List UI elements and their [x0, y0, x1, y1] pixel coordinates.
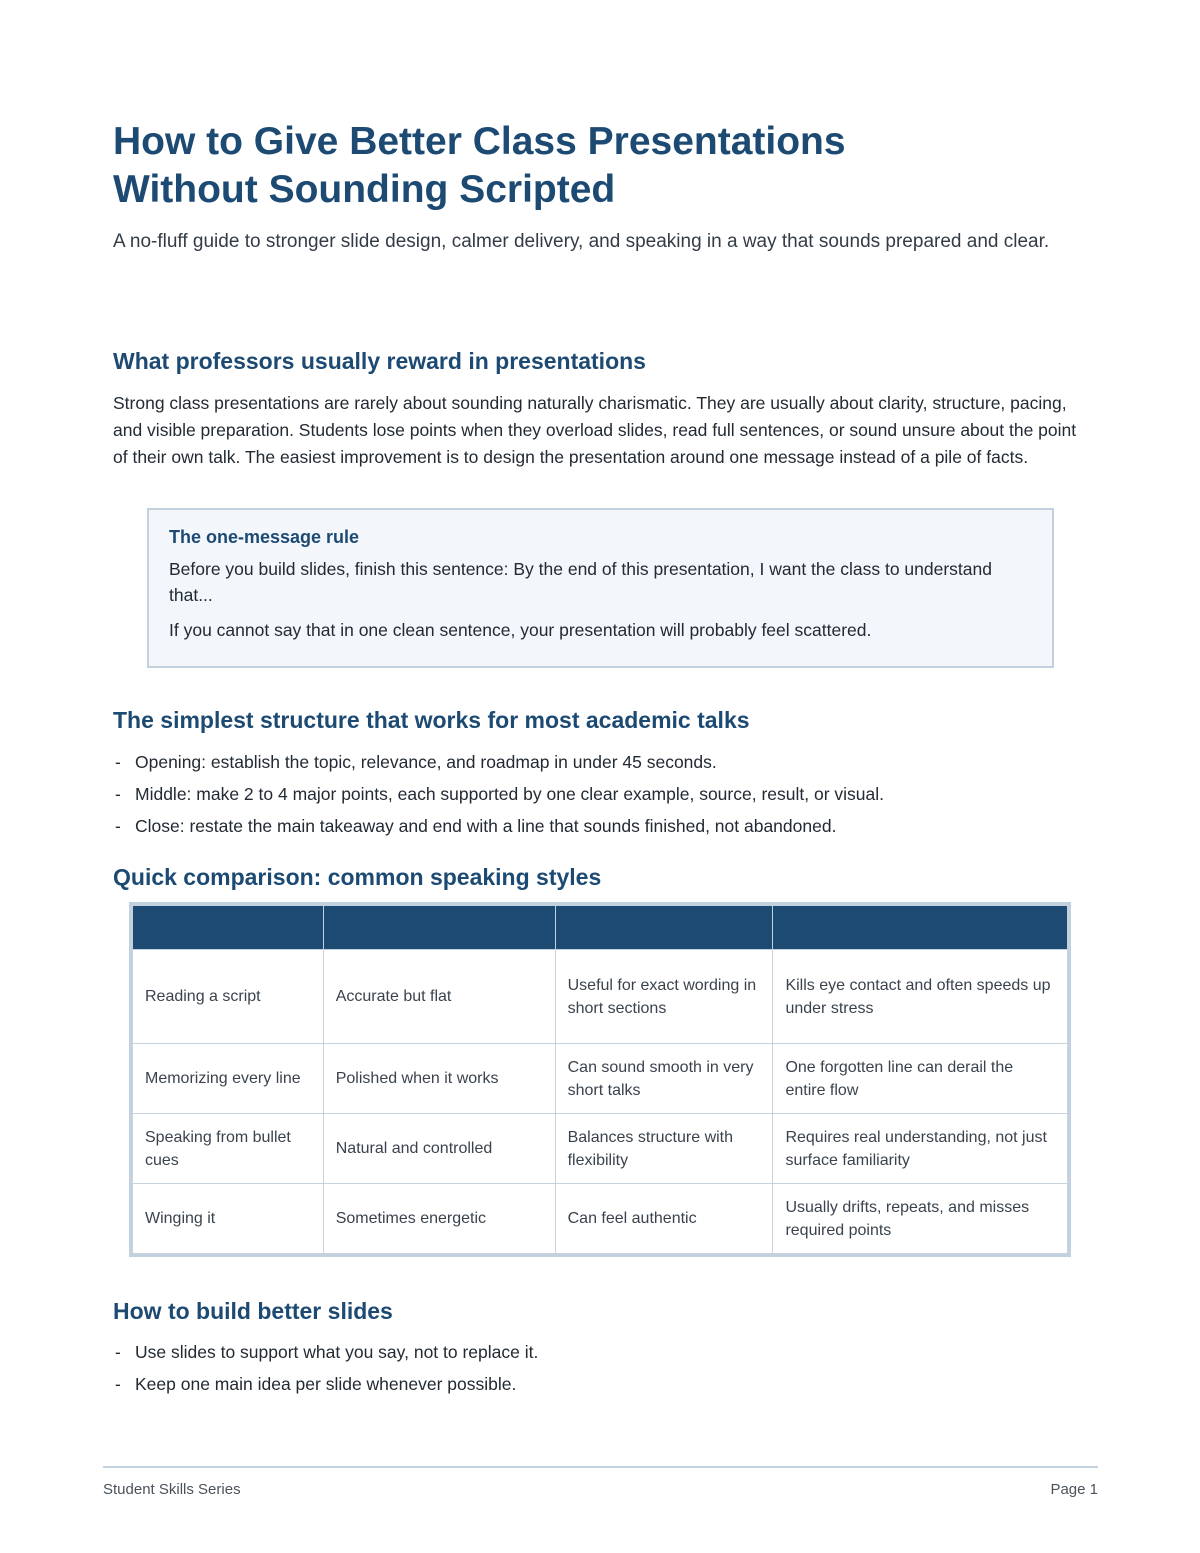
table-row — [133, 1044, 1068, 1114]
callout-text-2: If you cannot say that in one clean sentence, your presentation will probably feel scattered. — [169, 620, 872, 640]
table-header-row — [133, 906, 1068, 950]
column-header-how-it-sounds: How it sounds — [323, 906, 555, 950]
table-cell: Accurate but flat — [323, 950, 555, 1044]
table-cell: Speaking from bullet cues — [133, 1114, 324, 1184]
table-cell: Reading a script — [133, 950, 324, 1044]
comparison-table-frame — [129, 902, 1071, 1257]
list-item — [113, 778, 1088, 810]
table-cell: Balances structure with flexibility — [555, 1114, 773, 1184]
table-cell: Sometimes energetic — [323, 1184, 555, 1254]
table-row — [133, 950, 1068, 1044]
footer-series-label: Student Skills Series — [103, 1481, 241, 1498]
comparison-table — [132, 905, 1068, 1254]
section-heading-rewards: What professors usually reward in presentations — [113, 348, 646, 374]
table-cell: One forgotten line can derail the entire flow — [773, 1044, 1068, 1114]
callout-text-1: Before you build slides, finish this sentence: By the end of this presentation, I want the class to understand that... — [169, 559, 992, 605]
table-row — [133, 1184, 1068, 1254]
dash-bullet-icon: - — [115, 752, 121, 772]
table-cell: Memorizing every line — [133, 1044, 324, 1114]
column-header-main-risk: Main risk — [773, 906, 1068, 950]
subtitle: A no-fluff guide to stronger slide design, calmer delivery, and speaking in a way that sounds prepared and clear. — [113, 231, 1050, 252]
title-line-1: How to Give Better Class Presentations — [113, 120, 846, 163]
table-row — [133, 1114, 1068, 1184]
dash-bullet-icon: - — [115, 1374, 121, 1394]
dash-bullet-icon: - — [115, 784, 121, 804]
column-header-best-feature: Best feature — [555, 906, 773, 950]
dash-bullet-icon: - — [115, 816, 121, 836]
table-cell: Natural and controlled — [323, 1114, 555, 1184]
table-cell: Polished when it works — [323, 1044, 555, 1114]
rewards-paragraph: Strong class presentations are rarely about sounding naturally charismatic. They are usually about clarity, structure, pacing, and visible preparation. Students lose points when they overload slides, read full sentences, or sound unsure about the point of their own talk. The easiest improvement is to design the presentation around one message instead of a pile of facts. — [113, 393, 1077, 467]
list-item-text: Close: restate the main takeaway and end with a line that sounds finished, not abandoned. — [135, 816, 837, 836]
footer-page-number: Page 1 — [1050, 1481, 1098, 1498]
page-title — [113, 118, 1088, 214]
title-line-2: Without Sounding Scripted — [113, 168, 616, 211]
list-item-text: Middle: make 2 to 4 major points, each supported by one clear example, source, result, or visual. — [135, 784, 884, 804]
table-cell: Winging it — [133, 1184, 324, 1254]
column-header-style: Style — [133, 906, 324, 950]
dash-bullet-icon: - — [115, 1342, 121, 1362]
footer-divider — [103, 1466, 1098, 1468]
list-item — [113, 1368, 1088, 1400]
document-page — [113, 118, 1088, 1394]
list-item — [113, 746, 1088, 778]
table-cell: Can feel authentic — [555, 1184, 773, 1254]
table-cell: Usually drifts, repeats, and misses required points — [773, 1184, 1068, 1254]
table-cell: Kills eye contact and often speeds up under stress — [773, 950, 1068, 1044]
section-heading-structure: The simplest structure that works for most academic talks — [113, 707, 750, 733]
callout-box — [147, 508, 1054, 668]
table-cell: Can sound smooth in very short talks — [555, 1044, 773, 1114]
table-cell: Useful for exact wording in short sections — [555, 950, 773, 1044]
list-item-text: Opening: establish the topic, relevance, and roadmap in under 45 seconds. — [135, 752, 717, 772]
slides-list — [113, 1336, 1088, 1400]
list-item-text: Use slides to support what you say, not to replace it. — [135, 1342, 539, 1362]
list-item — [113, 1336, 1088, 1368]
list-item-text: Keep one main idea per slide whenever possible. — [135, 1374, 517, 1394]
section-heading-slides: How to build better slides — [113, 1298, 393, 1324]
section-heading-comparison: Quick comparison: common speaking styles — [113, 864, 602, 890]
structure-list — [113, 746, 1088, 842]
list-item — [113, 810, 1088, 842]
table-cell: Requires real understanding, not just surface familiarity — [773, 1114, 1068, 1184]
callout-title: The one-message rule — [169, 527, 360, 547]
